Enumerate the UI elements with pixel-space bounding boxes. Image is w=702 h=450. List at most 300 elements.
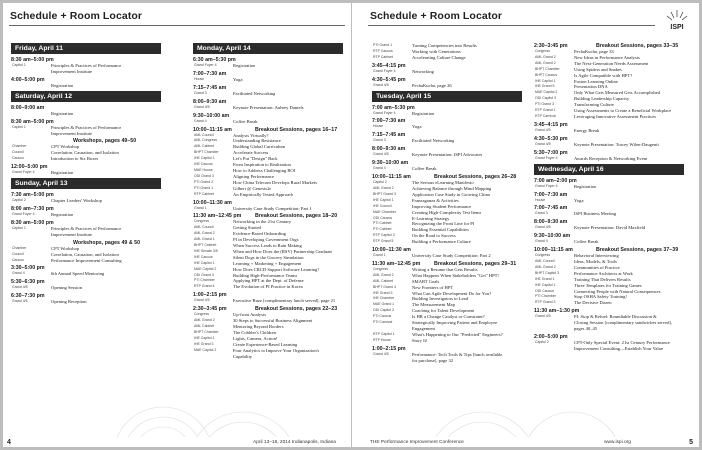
room-label: Grand 4/5 <box>12 285 28 290</box>
room-label: Grand 4/5 <box>535 314 551 319</box>
schedule-entry <box>11 279 161 291</box>
room-label: Grand 4/5 <box>194 298 210 303</box>
entry-time: 7:00–7:30 am <box>534 191 568 198</box>
room-label: IHE Caucus <box>194 254 213 259</box>
session-description: Yoga <box>574 197 584 203</box>
session-row <box>11 232 161 238</box>
session-description: SMART Goals <box>412 278 440 284</box>
room-label: RTP House <box>373 337 391 342</box>
room-label: Chamber <box>12 245 27 250</box>
session-description: Chapter Leaders' Workshop <box>51 198 102 204</box>
schedule-entry <box>372 118 522 130</box>
session-description: Building Essential Capabilities <box>412 227 469 233</box>
session-description: Four Analytics to Improve Your Organization's <box>233 347 320 353</box>
room-label: AML Council <box>535 259 555 264</box>
session-description: Getting Started <box>233 225 261 231</box>
session-description: Correlation, Causation, and Isolation <box>51 251 119 257</box>
session-description: What's Happening to Our "Predicted" Engineers? <box>412 331 503 337</box>
session-description: Coffee Break <box>233 118 258 124</box>
session-description: When and How Does the (RSV) Partnership Graduate <box>233 248 333 254</box>
room-label: BHPT Grand 3 <box>373 191 396 196</box>
room-label: Grand 4/5 <box>373 82 389 87</box>
session-description: Engagement <box>412 326 435 331</box>
entry-time: 8:30 am–5:00 pm <box>11 118 54 125</box>
room-label: Grand 3 <box>194 90 207 95</box>
session-row <box>534 326 684 332</box>
session-description: Writing a Resume that Gets Results <box>412 266 478 272</box>
session-row <box>193 105 343 111</box>
entry-title: Breakout Sessions, pages 29–31 <box>434 260 517 267</box>
room-label: IHE Capitol 1 <box>535 282 556 287</box>
session-description: Silent Dogs in the Grocery Simulation <box>233 254 304 260</box>
session-description: Understanding Resistance <box>233 138 281 144</box>
footer-url[interactable]: www.ispi.org <box>604 440 631 445</box>
session-description: Improvement Institute <box>51 231 92 237</box>
session-description: Strategically Improving Patient and Employee <box>412 320 498 326</box>
room-label: House <box>535 197 546 202</box>
room-label <box>11 83 51 89</box>
entry-time: 7:15–7:45 am <box>193 84 227 91</box>
session-description: Building Investigators to Lead <box>412 296 469 302</box>
room-label: ODI Grand 3 <box>194 272 214 277</box>
session-description: Training That Delivers Results <box>574 276 631 282</box>
entry-time: 8:30 am–5:00 pm <box>11 57 54 63</box>
entry-time: 4:30–5:45 pm <box>372 76 406 83</box>
session-description: Up-front Analysis <box>233 312 267 318</box>
room-label: RTP Grand 5 <box>373 239 394 244</box>
schedule-entry <box>534 308 684 332</box>
room-label: MAE Chamber <box>373 209 396 214</box>
entry-time: 2:30–3:45 pm <box>193 306 227 313</box>
session-description: PechaKucha, page 33 <box>574 49 614 54</box>
title-rule <box>9 25 345 26</box>
session-description: Principles & Practices of Performance <box>51 124 122 130</box>
room-label: RTP Carnival <box>535 113 556 118</box>
session-row <box>193 119 343 125</box>
room-label: AML Grand 2 <box>373 272 394 277</box>
entry-time: 3:45–4:15 pm <box>534 121 568 128</box>
session-row <box>193 63 343 69</box>
session-description: Registration <box>51 82 74 88</box>
schedule-entry <box>372 346 522 364</box>
room-label: AML Council <box>194 225 214 230</box>
room-label <box>11 111 51 117</box>
schedule-entry <box>11 293 161 305</box>
session-description: Evidence-Based Onboarding <box>233 231 286 237</box>
session-description: Improvement Institute <box>51 130 92 136</box>
session-row <box>193 192 343 198</box>
entry-time: 10:00–11:15 am <box>534 247 573 254</box>
room-label: Chamber <box>12 144 27 149</box>
session-description: An Empirically Tested Approach <box>233 191 294 197</box>
entry-time: 3:45–4:15 pm <box>372 62 406 69</box>
room-label: Grand 3 <box>373 138 386 143</box>
session-row <box>372 239 522 245</box>
session-description: Turning Competencies into Results <box>412 43 477 48</box>
room-label: ODI Grand 3 <box>194 173 214 178</box>
session-row <box>534 156 684 162</box>
session-description: Presentation DNA <box>574 84 608 90</box>
session-row <box>11 170 161 176</box>
room-label: AML Grand 2 <box>535 54 556 59</box>
room-label: Grand 4/5 <box>535 141 551 146</box>
room-label: Congress <box>535 253 550 258</box>
schedule-entry <box>372 77 522 89</box>
room-label: AML Council <box>194 132 214 137</box>
session-description: Registration <box>574 183 597 189</box>
room-label: ODI Caucus <box>535 288 555 293</box>
session-description: PI in Developing Government Orgs <box>233 237 299 243</box>
room-label: Grand Foyer 4 <box>373 110 396 115</box>
decorative-circles <box>43 397 343 437</box>
entry-time: 2:30–3:45 pm <box>534 43 568 49</box>
schedule-entry <box>11 138 161 162</box>
session-description: Improvement Consulting—Establish Your Value <box>574 345 663 351</box>
schedule-entry <box>193 57 343 69</box>
room-label <box>193 354 233 360</box>
room-label: Council <box>12 150 24 155</box>
schedule-entry <box>372 43 522 61</box>
session-description: Create Experience-Based Learning <box>233 341 298 347</box>
room-label: Council <box>12 251 24 256</box>
room-label: PTI Grand 1 <box>373 43 393 47</box>
room-label: AML Cabinet <box>194 324 215 328</box>
room-label: RTP Caucus <box>373 48 393 53</box>
right-page <box>352 3 699 447</box>
schedule-entry <box>11 164 161 176</box>
room-label: IHE Capitol 1 <box>194 260 215 265</box>
entry-time: 9:30–10:00 am <box>193 112 230 119</box>
room-label: IHE Chamber <box>373 296 395 301</box>
session-description: When Success Leads to Rain Making <box>233 243 302 249</box>
room-label: Grand 4/5 <box>373 351 389 356</box>
room-label: Grand 4/5 <box>535 225 551 230</box>
schedule-entry <box>11 206 161 218</box>
session-row <box>11 131 161 137</box>
session-description: University Case Study Competition: Part 2 <box>412 253 491 259</box>
schedule-column <box>11 43 161 307</box>
room-label <box>372 358 412 364</box>
room-label: MAE Grand 1 <box>373 302 395 307</box>
schedule-entry <box>534 205 684 217</box>
session-description: How China Telecom Develops Rural Markets <box>233 179 317 185</box>
session-description: Accelerate Success <box>233 150 269 156</box>
session-row <box>11 299 161 305</box>
room-label: AML Grand 2 <box>194 231 215 236</box>
schedule-column <box>372 43 522 366</box>
session-description: Closing Session [complimentary sandwiches served], <box>574 320 673 326</box>
room-label: IHE Capitol 1 <box>535 78 556 83</box>
room-label: ODI Caucus <box>373 215 393 220</box>
room-label: MAE Capitol 2 <box>535 90 558 95</box>
room-label: AML Congress <box>194 138 218 143</box>
session-description: From Inspiration to Realization <box>233 162 291 168</box>
session-description: The Evolution of PI Practice in Korea <box>233 284 303 290</box>
room-label: MAE Capitol 2 <box>194 266 217 271</box>
session-description: What Happens When Stakeholders "Get" HPT? <box>412 272 500 278</box>
session-description: Analysis Virtually? <box>233 132 269 138</box>
session-description: Networking <box>412 68 434 74</box>
schedule-entry <box>534 219 684 231</box>
page-footer <box>352 436 699 445</box>
session-row <box>11 83 161 89</box>
session-description: Awards Reception & Networking Event <box>574 155 648 161</box>
session-row <box>11 285 161 291</box>
entry-time: 10:00–11:30 am <box>193 199 232 206</box>
entry-time: 1:00–2:15 pm <box>372 345 406 352</box>
session-description: Aligning Performance <box>233 173 274 179</box>
session-row <box>534 198 684 204</box>
entry-time: 11:30 am–12:45 pm <box>372 260 421 267</box>
entry-time: 6:30 am–5:30 pm <box>193 57 236 63</box>
room-label: Grand 4 <box>194 118 207 123</box>
day-header: Friday, April 11 <box>11 43 161 54</box>
schedule-entry <box>372 132 522 144</box>
session-description: Facilitated Networking <box>233 90 276 96</box>
session-description: Yoga <box>412 124 422 130</box>
schedule-entry <box>11 77 161 89</box>
session-description: Coffee Break <box>412 166 437 172</box>
room-label: Grand 4 <box>373 166 386 171</box>
schedule-entry <box>193 71 343 83</box>
room-label: RTP Capitol 1 <box>373 331 395 336</box>
session-row <box>372 358 522 364</box>
session-description: The Serious eLearning Manifesto <box>412 180 474 186</box>
session-description: Registration <box>233 63 256 68</box>
entry-time: 7:30 am–5:00 pm <box>11 192 54 199</box>
session-row <box>11 258 161 264</box>
room-label: Grand Foyer 4 <box>194 63 217 67</box>
session-row <box>372 55 522 61</box>
room-label: Capitol 2 <box>535 340 549 344</box>
session-row <box>372 138 522 144</box>
session-row <box>534 114 684 120</box>
session-description: Accelerating Culture Change <box>412 54 466 60</box>
session-description: Leveraging Innovative Assessment Practices <box>574 113 657 119</box>
room-label: BHPT Chamber <box>535 66 560 71</box>
session-row <box>372 253 522 259</box>
session-description: The Next-Generation Needs Assessment <box>574 60 649 66</box>
schedule-entry <box>372 105 522 117</box>
session-description: Transforming Culture <box>574 102 615 108</box>
session-description: Keynote Presentation: Tracey Wilen-Daugenti <box>574 141 659 147</box>
session-description: Facilitated Networking <box>412 138 455 144</box>
entry-title: Workshops, pages 49–50 <box>73 138 137 145</box>
schedule-entry <box>534 233 684 245</box>
room-label: PTI Chamber <box>194 278 215 283</box>
entry-title: Breakout Sessions, pages 37–39 <box>596 247 679 254</box>
room-label: ODI Capitol 2 <box>373 308 395 313</box>
session-description: The Decisive Dozen <box>574 300 612 306</box>
room-label: BHPT Chamber <box>194 150 219 155</box>
room-label: Grand Foyer 4 <box>535 183 558 188</box>
session-description: Lights, Camera, Action! <box>233 335 278 341</box>
session-description: The Cobbler's Children <box>233 329 276 335</box>
schedule-entry <box>193 113 343 125</box>
session-description: CPT Workshop <box>51 245 80 251</box>
entry-time: 10:00–11:15 am <box>372 174 411 181</box>
room-label: Congress <box>194 219 209 224</box>
entry-title: Breakout Sessions, pages 26–28 <box>434 174 517 181</box>
schedule-entry <box>193 85 343 97</box>
session-row <box>372 124 522 130</box>
session-row <box>11 198 161 204</box>
session-row <box>534 128 684 134</box>
session-description: Coffee Break <box>574 239 599 245</box>
page-number: 5 <box>689 439 693 446</box>
room-label: IHE Grand 1 <box>535 276 555 281</box>
entry-time: 4:30–5:30 pm <box>534 135 568 142</box>
session-row <box>193 206 343 212</box>
session-description: Behavioral Interviewing <box>574 253 619 259</box>
session-description: Building a Performance Culture <box>412 239 471 245</box>
session-description: 6th Annual Speed Mentoring <box>51 271 105 277</box>
entry-time: 9:30–10:00 am <box>534 233 571 240</box>
room-label: Capitol 2 <box>12 198 26 203</box>
room-label: Capitol 1 <box>12 225 26 230</box>
entry-time: 11:30 am–1:30 pm <box>534 308 580 315</box>
entry-time: 5:30–6:30 pm <box>11 279 45 286</box>
room-label: AML Cabinet <box>194 144 215 149</box>
schedule-entry <box>11 240 161 264</box>
day-header: Monday, April 14 <box>193 43 343 54</box>
day-header: Sunday, April 13 <box>11 178 161 189</box>
entry-time: 8:00–9:30 am <box>534 219 568 226</box>
room-label: IHE Council <box>373 203 392 208</box>
day-header: Saturday, April 12 <box>11 91 161 102</box>
session-description: Mentoring Beyond Borders <box>233 324 284 329</box>
room-label: BHPT Capitol 3 <box>535 270 560 275</box>
session-description: Registration <box>51 211 74 217</box>
footer-conference: THE Performance Improvement Conference <box>370 440 464 445</box>
room-label: Grand 1 <box>373 253 386 258</box>
session-description: Only What Gets Measured Gets Accomplished <box>574 90 661 96</box>
session-description: Executive Buzz [complimentary lunch served], page 21 <box>233 298 336 304</box>
room-label: RTP Grand 3 <box>535 300 556 305</box>
schedule-entry <box>372 146 522 158</box>
session-description: Building Leadership Capacity <box>574 96 630 102</box>
session-row <box>534 142 684 148</box>
room-label: AML Grand 2 <box>373 185 394 190</box>
schedule-entry <box>193 306 343 359</box>
session-description: Story It! <box>412 337 428 343</box>
session-description: Improvement Institute <box>51 68 92 74</box>
session-description: Is HR a Change Catalyst or Constraint? <box>412 314 485 320</box>
entry-title: Breakout Sessions, pages 16–17 <box>255 126 338 133</box>
room-label <box>11 232 51 238</box>
entry-time: 7:00 am–2:00 pm <box>534 177 577 184</box>
session-description: Building Global Curriculum <box>233 144 286 150</box>
entry-time: 8:00–9:30 am <box>193 98 227 105</box>
room-label: PTI Carnival <box>373 320 393 325</box>
room-label: IHE Grand 5 <box>535 84 555 89</box>
session-description: Opening Session <box>51 285 83 291</box>
session-description: Stop OSHA Safety Training! <box>574 294 627 300</box>
entry-time: 10:00–11:15 am <box>193 126 232 133</box>
session-description: Coaching for Talent Development <box>412 308 475 314</box>
room-label: BHPT Chamber <box>194 329 219 334</box>
room-label: Grand Foyer 4 <box>535 155 558 160</box>
room-label: RTP Capitol 3 <box>373 233 395 238</box>
room-label: Grand 4/5 <box>12 299 28 304</box>
title-rule <box>368 25 655 26</box>
session-description: Using Assessments to Create a Beneficial Workplace <box>574 108 672 114</box>
session-description: PechaKucha, page 26 <box>412 82 452 88</box>
room-label: Grand Foyer 4 <box>373 68 396 73</box>
room-label: ODI Capitol 3 <box>535 96 557 101</box>
entry-time: 8:30 am–5:00 pm <box>11 219 54 226</box>
schedule-entry <box>534 136 684 148</box>
session-description: Performance: Tech Tools & Tips [lunch available <box>412 351 503 357</box>
session-description: Performance Architects at Work <box>574 270 633 276</box>
entry-time: 2:00–5:00 pm <box>534 334 568 340</box>
room-label: PTI Caucus <box>373 314 392 319</box>
session-description: Working with Generations <box>412 48 461 54</box>
session-description: Registration <box>412 110 435 116</box>
room-label: Grand 4/5 <box>194 104 210 109</box>
session-description: pages 40–45 <box>574 326 598 332</box>
page-title: Schedule + Room Locator <box>370 10 503 22</box>
room-label: Congress <box>194 312 209 317</box>
room-label: Caucus <box>12 257 24 262</box>
session-description: Registration <box>51 170 74 176</box>
session-row <box>193 91 343 97</box>
session-row <box>11 212 161 218</box>
schedule-entry <box>11 57 161 75</box>
session-description: New Ideas in Performance Analysis <box>574 54 640 60</box>
schedule-column <box>193 43 343 361</box>
session-description: Application Case Study in Growing China <box>412 191 490 197</box>
session-description: Franzaganza & Activities <box>412 197 459 203</box>
room-label: Congress <box>373 266 388 271</box>
session-description: Correlation, Causation, and Isolation <box>51 150 119 156</box>
schedule-entry <box>11 220 161 238</box>
schedule-entry <box>11 192 161 204</box>
schedule-column <box>534 43 684 354</box>
room-label: RTP Cabinet <box>373 54 393 59</box>
entry-time: 3:30–5:00 pm <box>11 265 45 272</box>
session-description: Recognizing the Front Line for PI <box>412 221 475 227</box>
session-description: Networking in the 21st Century <box>233 219 292 225</box>
session-description: Yoga <box>233 76 243 82</box>
room-label <box>11 131 51 137</box>
session-description: Opening Reception <box>51 299 87 305</box>
entry-time: 5:30–7:00 pm <box>534 149 568 156</box>
session-description: Creating High-Complexity Test Items <box>412 209 482 215</box>
session-description: Applying HPT at the Dept. of Defense <box>233 278 304 284</box>
session-description: How to Address Challenging ROI <box>233 167 296 173</box>
room-label: AML Grand 2 <box>535 60 556 65</box>
session-row <box>11 156 161 162</box>
session-description: CPT-Only Special Event: 21st Century Performance <box>574 340 670 345</box>
room-label: Capitol 1 <box>12 124 26 129</box>
entry-time: 8:00–9:00 am <box>11 104 45 111</box>
session-row <box>534 239 684 245</box>
entry-time: 8:00–9:30 am <box>372 146 406 153</box>
schedule-entry <box>534 122 684 134</box>
room-label <box>534 346 574 352</box>
session-description: for purchase], page 32 <box>412 357 454 363</box>
entry-time: 7:15–7:45 am <box>372 132 406 139</box>
session-description: On the Road to Success <box>412 233 456 239</box>
session-row <box>11 271 161 277</box>
session-description: Let's Put "Design" Back <box>233 156 278 162</box>
session-description: Connecting People with Natural Consequences <box>574 288 661 294</box>
schedule-entry <box>11 105 161 117</box>
entry-time: 10:00–11:30 am <box>372 247 411 254</box>
schedule-entry <box>534 192 684 204</box>
room-label: Grand 3 <box>535 211 548 216</box>
